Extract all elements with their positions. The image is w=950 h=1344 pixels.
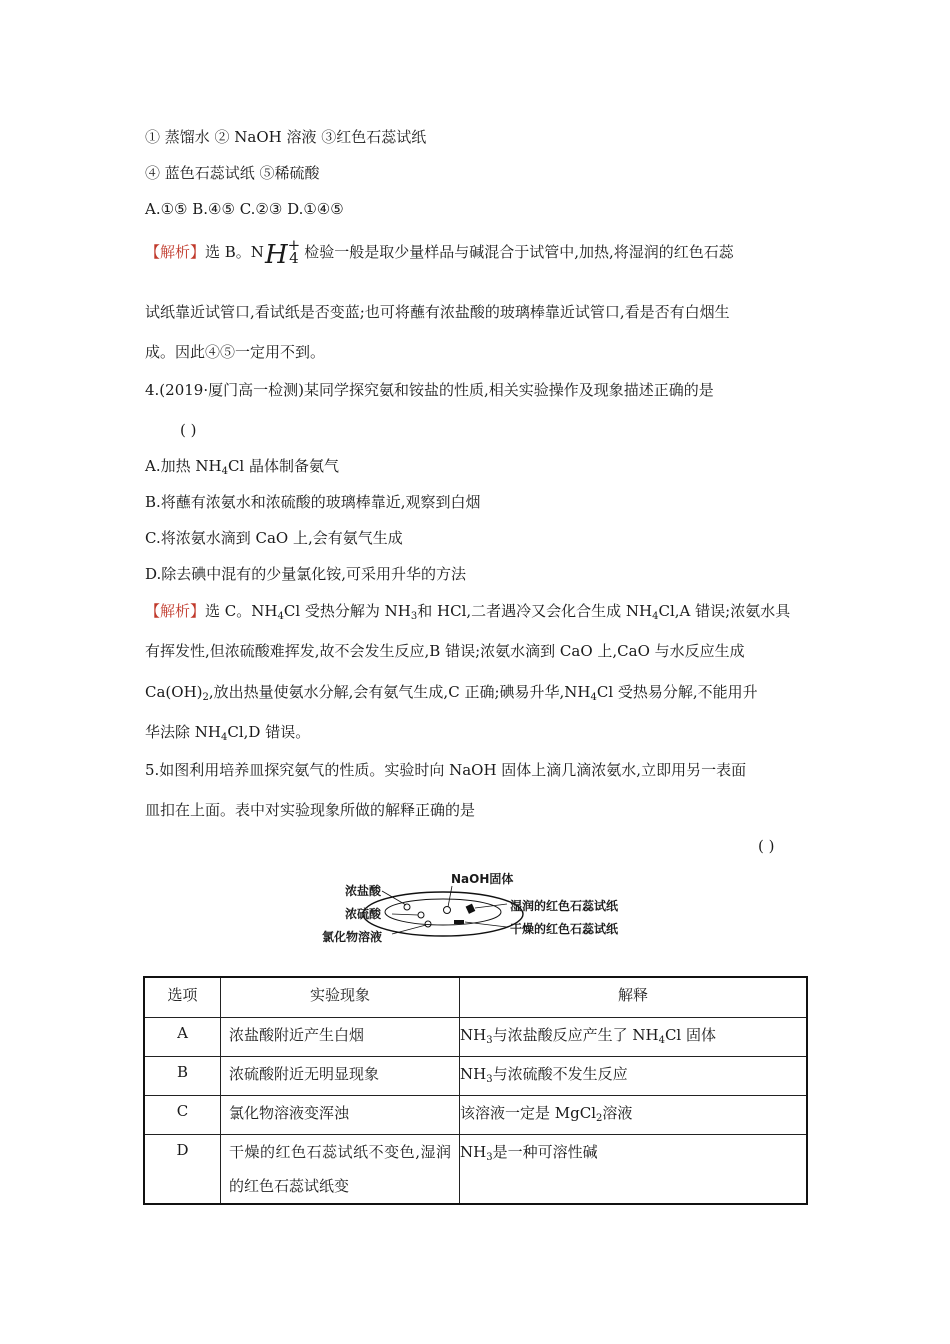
q5-stem-line-1: 5.如图利用培养皿探究氨气的性质。实验时向 NaOH 固体上滴几滴浓氨水,立即用另一表面	[145, 761, 747, 779]
label-h2so4: 浓硫酸	[345, 907, 382, 921]
q4-analysis-line-1: 【解析】选 C。$NH_4Cl$ 受热分解为 $NH_3$和 HCl,二者遇冷又会化合生成 $NH_4Cl,A$ 错误;浓氨水具	[145, 602, 791, 622]
options-line-2: ④ 蓝色石蕊试纸 ⑤稀硫酸	[145, 164, 320, 182]
table-row: C 氯化物溶液变浑浊 该溶液一定是 MgCl$_2$溶液	[144, 1095, 807, 1134]
h2so4-pointer	[392, 914, 418, 915]
analysis-tag: 【解析】	[145, 243, 206, 261]
label-naoh: NaOH固体	[451, 872, 514, 886]
label-wet-paper: 湿润的红色石蕊试纸	[510, 899, 619, 913]
q4-option-d: D.除去碘中混有的少量氯化铵,可采用升华的方法	[145, 565, 467, 583]
label-hcl: 浓盐酸	[345, 884, 382, 898]
header-option: 选项	[144, 977, 221, 1017]
naoh-solid	[444, 907, 451, 914]
ammonium-ion-letter: H	[264, 240, 288, 270]
q4-stem: 4.(2019·厦门高一检测)某同学探究氨和铵盐的性质,相关实验操作及现象描述正确的是	[145, 381, 714, 399]
q3-choices: A.①⑤ B.④⑤ C.②③ D.①④⑤	[145, 200, 344, 218]
petri-dish-figure	[320, 864, 640, 948]
q4-analysis-line-4: 华法除 $NH_4Cl,D$ 错误。	[145, 723, 311, 743]
label-chloride: 氯化物溶液	[322, 930, 383, 944]
table-row: A 浓盐酸附近产生白烟 $NH_3$与浓盐酸反应产生了 $NH_4Cl$ 固体	[144, 1017, 807, 1056]
label-dry-paper: 干燥的红色石蕊试纸	[510, 922, 619, 936]
dry-pointer	[465, 922, 507, 927]
answer-table	[143, 976, 808, 1205]
q3-analysis-line-2: 试纸靠近试管口,看试纸是否变蓝;也可将蘸有浓盐酸的玻璃棒靠近试管口,看是否有白烟生	[145, 303, 730, 321]
hcl-drop	[404, 904, 410, 910]
q4-option-b: B.将蘸有浓氨水和浓硫酸的玻璃棒靠近,观察到白烟	[145, 493, 481, 511]
naoh-pointer	[448, 886, 452, 907]
chloride-pointer	[392, 925, 426, 934]
q4-analysis-line-3: $Ca(OH)_2$,放出热量使氨水分解,会有氨气生成,C 正确;碘易升华$,NH_4Cl$ 受热易分解,不能用升	[145, 683, 758, 703]
header-phenomenon: 实验现象	[221, 977, 460, 1017]
q4-option-a: A.加热 $NH_4Cl$ 晶体制备氨气	[145, 457, 339, 477]
q4-answer-paren: ( )	[180, 421, 197, 439]
h2so4-drop	[418, 912, 424, 918]
q5-answer-paren: ( )	[758, 837, 775, 855]
q3-analysis-line-3: 成。因此④⑤一定用不到。	[145, 343, 326, 361]
ammonium-ion-script: + 4	[287, 236, 301, 267]
header-explanation: 解释	[460, 977, 808, 1017]
q4-analysis-line-2: 有挥发性,但浓硫酸难挥发,故不会发生反应,B 错误;浓氨水滴到 CaO 上,CaO 与水反应生成	[145, 642, 745, 660]
table-row: D 干燥的红色石蕊试纸不变色,湿润的红色石蕊试纸变 $NH_3$是一种可溶性碱	[144, 1134, 807, 1204]
q5-stem-line-2: 皿扣在上面。表中对实验现象所做的解释正确的是	[145, 801, 476, 819]
table-row: B 浓硫酸附近无明显现象 $NH_3$与浓硫酸不发生反应	[144, 1056, 807, 1095]
table-header-row	[144, 977, 807, 1017]
q4-option-c: C.将浓氨水滴到 CaO 上,会有氨气生成	[145, 529, 403, 547]
wet-litmus-paper	[466, 904, 476, 914]
options-line-1: ① 蒸馏水 ② NaOH 溶液 ③红色石蕊试纸	[145, 128, 427, 146]
q3-analysis-line-1: 【解析】选 B。NH + 4 检验一般是取少量样品与碱混合于试管中,加热,将湿润的红色石蕊	[145, 236, 734, 270]
dry-litmus-paper	[454, 920, 464, 924]
